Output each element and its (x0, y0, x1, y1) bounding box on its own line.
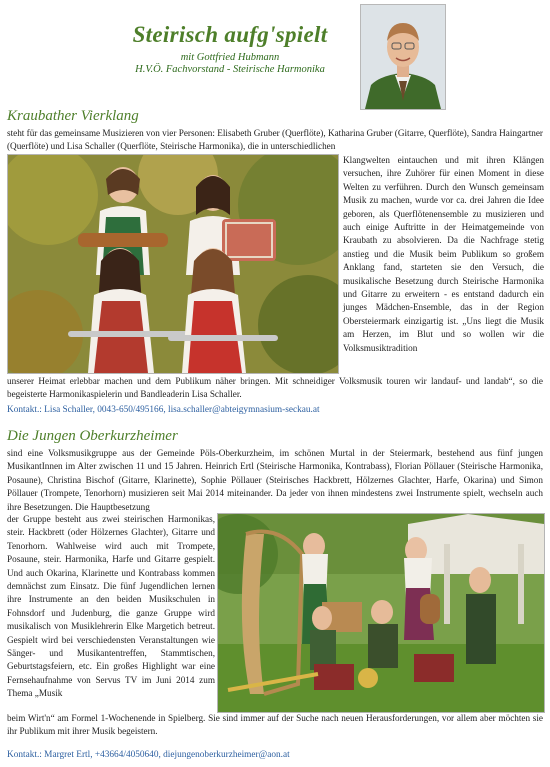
photo-kraubather-vierklang (7, 154, 339, 374)
section1-column-text: Klangwelten eintauchen und mit ihren Klängen versuchen, ihre Zuhörer für einen Moment in diese Welten zu verführen. Durch den Wunsch gemeinsam Musik zu machen, wurde vor ca. drei Jahren die Idee geboren, als Querflötenensemble zu musizieren und auch einige Auftritte in der Heimatgemeinde von Kraubath zu absolvieren. Da die Nachfrage stetig anstieg und die Musik beim Publikum so großem Anklang fand, starteten sie den Versuch, die musikalische Besetzung durch Steirische Harmonika und Gitarre zu erweitern - es entstand dadurch ein junges Mädchen-Ensemble, das in der Region Obersteiermark einzigartig ist. „Uns liegt die Musik am Herzen, im Blut und so wollen wir die Volksmusiktradition (343, 155, 544, 353)
author-portrait (360, 4, 446, 110)
page-header (0, 0, 550, 100)
section1-contact[interactable]: Kontakt.: Lisa Schaller, 0043-650/495166, lisa.schaller@abteigymnasium-seckau.at (7, 405, 320, 415)
page-subtitle (100, 52, 360, 76)
section2-contact[interactable]: Kontakt.: Margret Ertl, +43664/4050640, diejungenoberkurzheimer@aon.at (7, 750, 290, 760)
photo-jungen-oberkurzheimer (217, 513, 545, 713)
section-heading-kraubather: Kraubather Vierklang (7, 108, 139, 124)
section-heading-oberkurzheimer: Die Jungen Oberkurzheimer (7, 428, 178, 444)
page-title: Steirisch aufg'spielt (132, 22, 328, 47)
section2-column-text: der Gruppe besteht aus zwei steirischen Harmonikas, steir. Hackbrett (oder Hölzernes Glachter), Gitarre und Tenorhorn. Wahlweise wird auch mit Trompete, Posaune, steir. Harmonika, Harfe und Gitarre gespielt. Und auch Okarina, Klarinette und Kontrabass kommen demnächst zum Einsatz. Die fünf Jugendlichen lernen ihre Instrumente an den beiden Musikschulen in Fohnsdorf und Judenburg, die ganze Gruppe wird musikalisch von Musiklehrerin Elke Margetich betreut. Gespielt wird bei verschiedensten Veranstaltungen wie Sänger- und Musikantentreffen, Stammtischen, Geburtstagsfeiern, etc. Ein großes Highlight war eine Fernsehaufnahme von Servus TV im Juni 2014 zum Thema „Musik (7, 514, 215, 699)
section2-intro: sind eine Volksmusikgruppe aus der Gemeinde Pöls-Oberkurzheim, im schönen Murtal in der Steiermark, bestehend aus fünf jungen MusikantInnen im Alter zwischen 11 und 15 Jahren. Heinrich Ertl (Steirische Harmonika, Kontrabass), Florian Pöllauer (Steirische Harmonika, Posaune), Christina Bischof (Gitarre, Klarinette), Sophie Pöllauer (Steirisches Hackbrett, Hölzernes Glachter, Harfe, Okarina) und Simon Pöllauer (Trompete, Tenorhorn) musizieren seit Mai 2014 miteinander. Da jeder von ihnen mindestens zwei Instrumente spielt, wechseln auch ihre Besetzungen. Die Hauptbesetzung (7, 448, 543, 512)
section1-intro: steht für das gemeinsame Musizieren von vier Personen: Elisabeth Gruber (Querflöte), Katharina Gruber (Gitarre, Querflöte), Sandra Haingartner (Querflöte) und Lisa Schaller (Querflöte, Steirische Harmonika), die in unterschiedlichen (7, 128, 543, 152)
section1-closing: unserer Heimat erlebbar machen und dem Publikum näher bringen. Mit schneidiger Volksmusik touren wir landauf- und landab“, so die begeisterte Harmonikaspielerin und Bandleaderin Lisa Schaller. (7, 376, 543, 400)
section2-closing: beim Wirt'n“ am Formel 1-Wochenende in Spielberg. Sie sind immer auf der Suche nach neuen Herausforderungen, vor allem aber möchten sie ihr Publikum mit ihrer Musik begeistern. (7, 713, 543, 737)
subtitle-author: mit Gottfried Hubmann (180, 52, 280, 63)
subtitle-role: H.V.Ö. Fachvorstand - Steirische Harmonika (135, 64, 325, 75)
